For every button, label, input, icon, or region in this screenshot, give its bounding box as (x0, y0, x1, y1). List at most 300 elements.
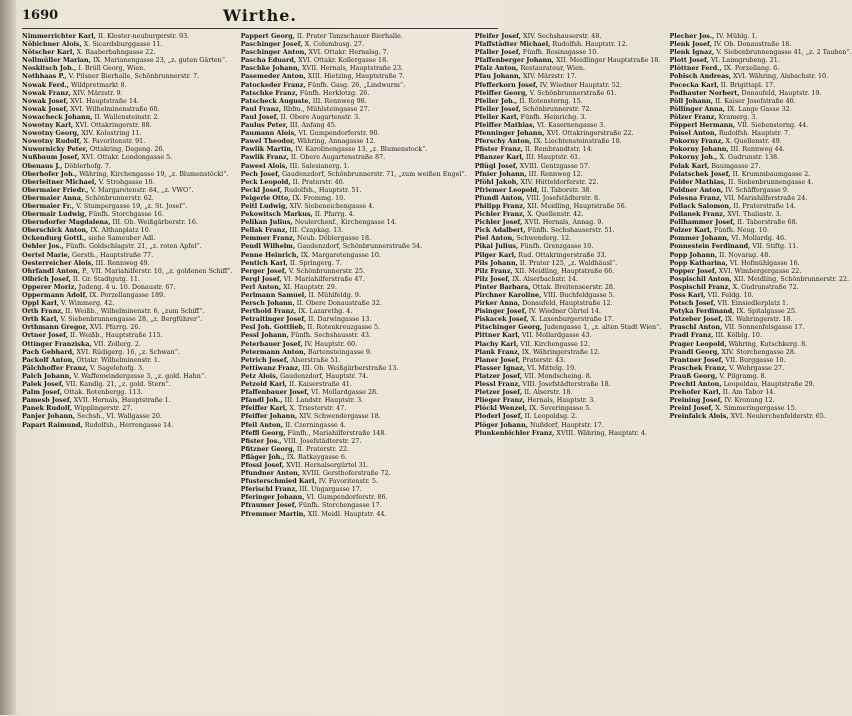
entry-name: Palch Johann, (22, 371, 72, 380)
entry-name: Pfaffenberger Johann, (474, 56, 555, 65)
directory-entry (22, 162, 233, 170)
entry-address: IV. Hauptstr. 60. (304, 339, 358, 348)
directory-entry (241, 194, 467, 202)
entry-address: II. Rotenkreuzgasse 5. (307, 323, 381, 332)
directory-entry (669, 186, 851, 194)
directory-entry (475, 89, 662, 97)
entry-address: VII. Mondscheing. 8. (524, 371, 592, 380)
entry-name: Polder Mathias, (669, 177, 727, 186)
entry-name: Paschinger Anton, (240, 48, 307, 57)
directory-entry (22, 242, 233, 250)
entry-name: Patschke Franz, (240, 88, 298, 97)
directory-entry (669, 145, 851, 153)
entry-name: Plöckl Wenzel, (474, 404, 527, 413)
entry-name: Pfandl Joh., (240, 396, 283, 405)
directory-entry (475, 218, 662, 226)
directory-entry (241, 56, 467, 64)
directory-entry (475, 331, 662, 339)
entry-address: Gaudenzdorf, Schönbrunnerstraße 54. (297, 242, 423, 251)
directory-entry (475, 299, 662, 307)
entry-address: II. Darwingasse 13. (308, 315, 372, 324)
entry-address: VII. Stiftg. 11. (752, 242, 799, 251)
entry-name: Plott Josef, (669, 56, 709, 65)
directory-entry (669, 32, 851, 40)
entry-name: Palek Josef, (22, 380, 64, 389)
entry-address: XVII. Hernals, Hauptstraße 1. (73, 396, 171, 405)
entry-address: IX. Frommg. 10. (292, 193, 346, 202)
entry-address: VI. Mollardg. 46. (731, 234, 787, 243)
entry-name: Pfeiffer Georg, (474, 88, 528, 97)
entry-address: Alserstraße 51. (290, 355, 341, 364)
entry-name: Perlmann Samuel, (240, 291, 307, 299)
entry-name: Prehofer Karl, (669, 388, 721, 397)
directory-entry (241, 396, 467, 404)
entry-address: Fünfh. Grenzgasse 10. (520, 242, 594, 251)
directory-entry (669, 153, 851, 161)
entry-address: XVII. Hernalsergürtel 31. (286, 460, 369, 469)
directory-entry (475, 234, 662, 242)
entry-name: Pletzer Josef, (474, 388, 523, 397)
directory-entry (241, 259, 467, 267)
entry-name: Nowotny Karl, (22, 121, 74, 130)
entry-name: Prechtl Anton, (669, 380, 722, 389)
directory-entry (241, 121, 467, 129)
entry-name: Pospischil Franz, (669, 282, 731, 291)
directory-entry (241, 469, 467, 477)
entry-address: III. Hauptstr. 61. (526, 153, 581, 162)
entry-name: Opperer Moriz, (22, 282, 77, 291)
directory-entry (475, 226, 662, 234)
entry-address: II. Taborstr. 38. (541, 185, 592, 194)
entry-address: Schwenderg. 12. (516, 234, 572, 243)
entry-address: XII. Meidlinger Hauptstraße 18. (556, 56, 661, 65)
entry-address: IX. Margaretengasse 10. (300, 250, 381, 259)
directory-entry (475, 396, 662, 404)
entry-address: Fünfh. Rosinagasse 10. (522, 48, 599, 57)
entry-name: Pfaffstädter Michael, (474, 40, 551, 49)
entry-name: Plessl Franz, (474, 380, 521, 389)
entry-name: Pfeiler Joh., (474, 96, 518, 105)
entry-address: IV. Wiedner Gürtel 14. (528, 307, 601, 316)
entry-name: Pfalz Anton, (474, 64, 519, 73)
entry-address: Fünfh. Storchengasse 17. (298, 501, 382, 510)
entry-name: Pölzer Franz, (669, 112, 717, 121)
entry-address: XII. Meidling, Schönbrunnerstr. 22. (733, 274, 850, 283)
directory-entry (241, 186, 467, 194)
entry-name: Pfnier Johann, (474, 169, 527, 178)
directory-entry (22, 121, 233, 129)
directory-entry (241, 32, 467, 40)
entry-name: Pick Adalbert, (474, 226, 526, 235)
book-binding-shadow (0, 0, 16, 715)
directory-entry (241, 129, 467, 137)
entry-name: Pikal Julius, (474, 242, 519, 251)
entry-name: Peck Leopold, (240, 177, 291, 186)
entry-address: II. Mühlfeldg. 9. (308, 291, 361, 299)
directory-entry (22, 210, 233, 218)
directory-entry (241, 299, 467, 307)
directory-entry (475, 421, 662, 429)
entry-address: Nußdorf, Hauptstr. 17. (530, 420, 604, 429)
directory-entry (241, 226, 467, 234)
entry-name: Potzeber Josef, (669, 315, 723, 324)
entry-address: VI. Kasernengasse 3. (536, 121, 606, 130)
entry-name: Plachy Karl, (474, 339, 519, 348)
entry-name: Pinter Barbara, (474, 282, 531, 291)
directory-entry (241, 315, 467, 323)
entry-address: XVI. Ottakr. Kollergasse 18. (298, 56, 389, 65)
directory-entry (241, 372, 467, 380)
directory-entry (241, 170, 467, 178)
entry-name: Nowotny Rudolf, (22, 137, 82, 146)
entry-address: II. Kloster-neuburgerstr. 93. (97, 32, 190, 40)
entry-address: V. Pilsner Bierhalle, Schönbrunnerstr. 7. (68, 72, 200, 81)
entry-name: Piel Anton, (474, 234, 515, 243)
directory-entry (669, 388, 851, 396)
directory-entry (22, 170, 233, 178)
entry-address: X. Columbusg. 27. (304, 40, 364, 49)
entry-name: Pfefferkorn Josef, (474, 80, 538, 89)
entry-address: V. Waffenwindergasse 3, „z. gold. Hahn“. (73, 371, 207, 380)
directory-entry (669, 283, 851, 291)
directory-entry (241, 493, 467, 501)
directory-entry (475, 113, 662, 121)
entry-address: Gaudenzdorf, Schönbrunnerstr. 71, „zum weißen Engel“. (281, 169, 467, 178)
entry-address: II. Springerg. 7. (289, 258, 342, 267)
entry-address: XII. Meidling, Hauptstraße 66. (514, 266, 615, 275)
entry-address: V. Schönbrunnerstr. 25. (288, 266, 366, 275)
entry-address: Judeng. 4 u. 10. Donaustr. 67. (78, 282, 176, 291)
entry-name: Potyka Ferdinand, (669, 307, 735, 316)
directory-entry (22, 364, 233, 372)
directory-entry (241, 388, 467, 396)
directory-entry (22, 299, 233, 307)
directory-entry (22, 56, 233, 64)
entry-name: Nuwornicky Peter, (22, 145, 88, 154)
entry-name: Ockendurg Gottl., (22, 234, 87, 243)
page-header (22, 6, 498, 29)
entry-name: Pilger Karl, (474, 250, 517, 259)
entry-name: Pendl Wilhelm, (240, 242, 296, 251)
directory-entry (475, 129, 662, 137)
entry-name: Plenk Josef, (669, 40, 712, 49)
entry-name: Nowacheck Johann, (22, 112, 93, 121)
entry-address: IX. Porzellang. 6. (723, 64, 780, 73)
entry-address: Rudolfsh., Herrengasse 14. (84, 420, 174, 429)
entry-name: Pferischl Franz, (240, 485, 298, 494)
entry-address: I. Brüll Georg, Wien. (78, 64, 146, 73)
entry-address: II. Pfarrg. 4. (314, 210, 355, 219)
directory-entry (241, 404, 467, 412)
entry-name: Paschinger Josef, (240, 40, 303, 49)
entry-address: Schönbrunnerstr. 62. (85, 193, 154, 202)
entry-name: Paumann Alois, (240, 129, 297, 138)
entry-address: X. Gudrunstraße 72. (732, 282, 799, 291)
entry-address: III. Anfang 45. (289, 121, 337, 130)
column-2 (241, 32, 467, 716)
directory-entry (475, 315, 662, 323)
entry-name: Oberschick Anton, (22, 226, 89, 235)
entry-name: Pradl Franz, (669, 331, 714, 340)
directory-entry (669, 129, 851, 137)
entry-address: XIII. Hietzing, Hauptstraße 7. (307, 72, 405, 81)
entry-name: Orth Karl, (22, 315, 59, 324)
directory-entry (22, 412, 233, 420)
entry-name: Pirker Anna, (474, 299, 521, 308)
entry-name: Pentich Karl, (240, 258, 288, 267)
entry-name: Plieger Franz, (474, 396, 526, 405)
directory-entry (475, 48, 662, 56)
entry-address: II. Am Tabor 14. (722, 388, 776, 397)
entry-address: Ottakring, Degeng. 26. (89, 145, 165, 154)
directory-entry (22, 145, 233, 153)
entry-name: Pocecka Karl, (669, 80, 719, 89)
entry-address: II. Prater Tanzschauer Bierhalle. (296, 32, 403, 40)
directory-entry (22, 234, 233, 242)
entry-address: VIII. Buchfeldgasse 5. (543, 291, 615, 299)
entry-name: Petz Alois, (240, 371, 279, 380)
entry-name: Orth Franz, (22, 307, 64, 316)
directory-entry (475, 412, 662, 420)
directory-entry (241, 356, 467, 364)
directory-entry (475, 348, 662, 356)
entry-name: Nimmerrichter Karl, (22, 32, 96, 40)
entry-name: Plenk Ignaz, (669, 48, 715, 57)
entry-name: Ortner Josef, (22, 331, 68, 340)
directory-entry (241, 145, 467, 153)
entry-name: Pfusterschmied Karl, (240, 477, 317, 486)
entry-name: Pfeffl Georg, (240, 428, 286, 437)
entry-name: Polak Karl, (669, 161, 710, 170)
entry-address: VI. Mariahilferstraße 47. (283, 274, 365, 283)
entry-address: Gersth., Hauptstraße 77. (72, 250, 154, 259)
entry-address: V. Pilgramg. 8. (719, 371, 767, 380)
directory-entry (241, 283, 467, 291)
entry-name: Pawlik Franz, (240, 153, 289, 162)
directory-entry (241, 510, 467, 518)
entry-address: III. Landstr. Hauptstr. 3. (284, 396, 364, 405)
entry-address: Fünfh. Neug. 10. (713, 226, 769, 235)
entry-name: Pommer Johann, (669, 234, 730, 243)
entry-address: VI. Gumpendorferstr. 90. (298, 129, 380, 138)
entry-address: Rud. Ottakringerstraße 33. (518, 250, 607, 259)
entry-name: Pfeiler Josef, (474, 104, 521, 113)
entry-address: Leopoldau, Hauptstraße 29. (723, 380, 815, 389)
entry-address: II. Praterstr. 22. (296, 444, 349, 453)
entry-address: VII. Einsiedlerplatz 1. (717, 299, 789, 308)
entry-address: III. Salesianerg. 1. (289, 161, 350, 170)
entry-name: Pemmer Franz, (240, 234, 295, 243)
entry-name: Plasser Ignaz, (474, 363, 526, 372)
entry-name: Prantner Josef, (669, 355, 724, 364)
entry-address: VII. Siebensterng. 44. (737, 121, 809, 130)
entry-name: Penne Heinrich, (240, 250, 299, 259)
entry-name: Peckl Josef, (240, 185, 283, 194)
entry-address: XVII. Hernals, Hauptstraße 23. (301, 64, 404, 73)
entry-name: Pichler Franz, (474, 210, 526, 219)
directory-entry (241, 162, 467, 170)
entry-address: XII. Meidling, Hauptstraße 56. (527, 201, 627, 210)
entry-address: XIV. Märzstr. 17. (522, 72, 577, 81)
entry-address: XVI. Neulerchenfelderstr. 65. (730, 412, 826, 421)
directory-entry (669, 64, 851, 72)
entry-address: II. Wallensteinstr. 2. (94, 112, 160, 121)
entry-address: IX. Alserbachstr. 14. (512, 274, 579, 283)
directory-entry (475, 356, 662, 364)
entry-name: Obenaus J., (22, 161, 63, 170)
directory-entry (669, 137, 851, 145)
directory-entry (241, 89, 467, 97)
directory-entry (669, 396, 851, 404)
entry-address: IX. Lazarethg. 4. (298, 307, 353, 316)
directory-entry (22, 186, 233, 194)
entry-name: Pflanzer Karl, (474, 153, 524, 162)
directory-entry (22, 97, 233, 105)
entry-address: V. Siebenbrunnengasse 28, „z. Bergführer“. (60, 315, 203, 324)
entry-name: Petermann Anton, (240, 347, 306, 356)
directory-entry (475, 242, 662, 250)
entry-address: IX. Währingerstraße 12. (521, 347, 601, 356)
entry-name: Nowak Josef, (22, 104, 69, 113)
entry-name: Pollanek Franz, (669, 210, 726, 219)
directory-entry (475, 97, 662, 105)
entry-name: Polesna Franz, (669, 193, 722, 202)
directory-entry (22, 64, 233, 72)
directory-entry (669, 89, 851, 97)
directory-entry (22, 153, 233, 161)
entry-name: Pollack Salomon, (669, 201, 732, 210)
entry-name: Prandl Georg, (669, 347, 720, 356)
entry-name: Pisinger Josef, (474, 307, 527, 316)
entry-address: IV. Karolinengasse 13, „z. Blumenstock“. (295, 145, 428, 154)
directory-entry (22, 340, 233, 348)
entry-address: VII. Feldg. 10. (707, 291, 754, 299)
directory-entry (22, 81, 233, 89)
entry-name: Pessl Johann, (240, 331, 289, 340)
entry-name: Plöttner Ferd., (669, 64, 722, 73)
entry-name: Podhauter Norbert, (669, 88, 740, 97)
entry-name: Perthold Franz, (240, 307, 297, 316)
entry-address: Rudolfsh. Hauptstr. 12. (552, 40, 628, 49)
entry-address: XIV. Hütteldorferstr. 22. (520, 177, 599, 186)
directory-entry (241, 307, 467, 315)
entry-address: II. Weißb., Wilhelminenstr. 6, „zum Schiff“. (65, 307, 205, 316)
entry-address: II. Rembrandtstr. 14. (524, 145, 593, 154)
entry-name: Plank Franz, (474, 347, 520, 356)
entry-address: II. Rotensterng. 15. (519, 96, 583, 105)
entry-name: Pfister Jos., (240, 436, 282, 445)
entry-address: VII. Sonnenfelsgasse 17. (724, 323, 805, 332)
directory-entry (241, 380, 467, 388)
directory-entry (669, 40, 851, 48)
directory-entry (475, 202, 662, 210)
entry-name: Pollhammer Josef, (669, 218, 735, 227)
directory-entry (22, 178, 233, 186)
entry-address: XIV. Storchengasse 28. (721, 347, 796, 356)
entry-name: Perl Anton, (240, 282, 282, 291)
entry-name: Nollmüller Marian, (22, 56, 91, 65)
entry-name: Nothhaas P., (22, 72, 67, 81)
directory-entry (241, 48, 467, 56)
directory-entry (241, 210, 467, 218)
entry-name: Pälchhoffer Franz, (22, 363, 88, 372)
entry-address: Fünfh. Sechshauserstr. 51. (527, 226, 615, 235)
directory-entry (22, 421, 233, 429)
entry-address: III. Czapkag. 13. (289, 226, 344, 235)
directory-entry (669, 331, 851, 339)
entry-name: Paulus Peter, (240, 121, 288, 130)
entry-name: Popp Johann, (669, 250, 718, 259)
entry-address: IV. Wiedner Hauptstr. 52. (539, 80, 622, 89)
entry-name: Obermaier Fr., (22, 201, 75, 210)
directory-entry (22, 348, 233, 356)
directory-entry (22, 315, 233, 323)
directory-entry (475, 153, 662, 161)
directory-entry (669, 48, 851, 56)
entry-name: Persch Johann, (240, 299, 295, 308)
entry-name: Pfau Johann, (474, 72, 521, 81)
entry-address: II. Kaiser Josefstraße 40. (715, 96, 796, 105)
entry-name: Pappert Georg, (240, 32, 295, 40)
entry-address: XIV. Siebeneichengasse 4. (289, 201, 375, 210)
entry-name: Pfeiffer Johann, (240, 412, 298, 421)
entry-name: Oppermann Adolf, (22, 291, 88, 299)
entry-address: IX. Ratkaygasse 6. (286, 452, 347, 461)
entry-address: Donaufeld, Hauptstraße 12. (522, 299, 613, 308)
entry-name: Patockeder Franz, (240, 80, 306, 89)
directory-entry (475, 323, 662, 331)
entry-address: II. Krummbaumgasse 2. (732, 169, 811, 178)
entry-address: IV. Favoritenstr. 5. (318, 477, 378, 486)
entry-address: XVIII. Gersthoferstraße 72. (302, 469, 391, 478)
entry-name: Pokorny Joh., (669, 153, 718, 162)
directory-entry (669, 162, 851, 170)
directory-entry (669, 307, 851, 315)
entry-name: Oberndorfer Magdalena, (22, 218, 111, 227)
entry-name: Pfaller Josef, (474, 48, 521, 57)
entry-address: VII. Mollardgasse 43. (521, 331, 592, 340)
entry-name: Prauß Georg, (669, 371, 718, 380)
directory-entry (475, 275, 662, 283)
directory-entry (22, 105, 233, 113)
directory-entry (475, 186, 662, 194)
entry-name: Planer Josef, (474, 355, 521, 364)
directory-entry (22, 72, 233, 80)
directory-entry (22, 267, 233, 275)
directory-entry (669, 315, 851, 323)
directory-entry (22, 259, 233, 267)
entry-address: VI. Mollardgasse 28. (311, 388, 379, 397)
directory-entry (475, 105, 662, 113)
entry-name: Pospischil Anton, (669, 274, 732, 283)
entry-address: Ottak. Breitenseerstr. 28. (532, 282, 616, 291)
directory-entry (669, 81, 851, 89)
entry-name: Pöllinger Anna, (669, 104, 726, 113)
entry-name: Plecher Jos., (669, 32, 715, 40)
directory-entry (475, 340, 662, 348)
entry-address: IV. Mühlg. 1. (716, 32, 758, 40)
entry-address: III. Kölblg. 10. (715, 331, 762, 340)
directory-entry (241, 340, 467, 348)
directory-entry (669, 210, 851, 218)
entry-address: Judengasse 1, „z. alten Stadt Wien“. (544, 323, 662, 332)
entry-name: Pettiwanz Franz, (240, 363, 301, 372)
entry-name: Pfeiler Karl, (474, 112, 519, 121)
entry-address: Rbfm., Mühlsteingasse 27. (283, 104, 370, 113)
directory-entry (475, 121, 662, 129)
entry-name: Pfeiffer Karl, (240, 404, 288, 413)
directory-entry (241, 421, 467, 429)
